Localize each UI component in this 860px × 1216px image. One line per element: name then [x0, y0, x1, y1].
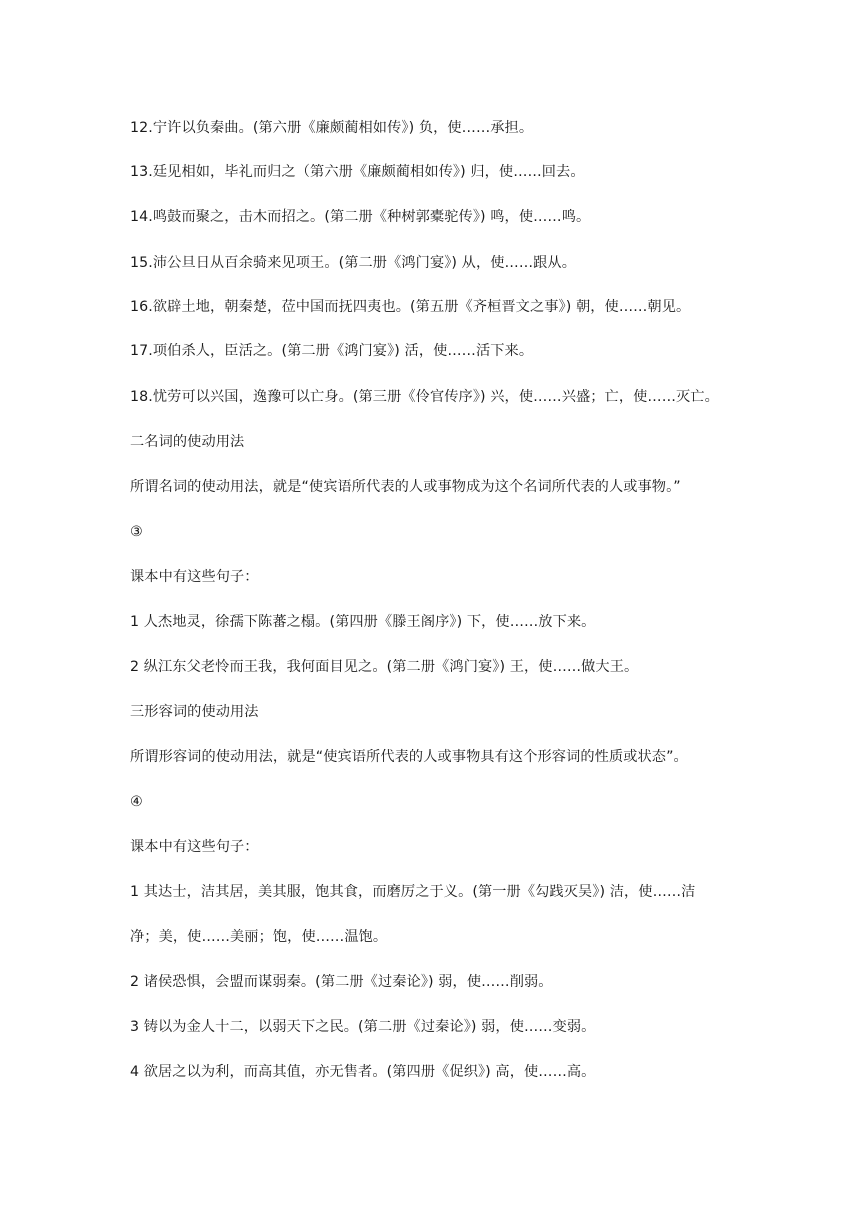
text-line: 14.鸣鼓而聚之，击木而招之。(第二册《种树郭橐驼传》) 鸣，使……鸣。: [130, 209, 591, 225]
text-line: 17.项伯杀人，臣活之。(第二册《鸿门宴》) 活，使……活下来。: [130, 343, 534, 359]
footnote-marker: ③: [130, 524, 143, 540]
text-line: 13.廷见相如，毕礼而归之（第六册《廉颇蔺相如传》) 归，使……回去。: [130, 164, 585, 180]
text-line: 18.忧劳可以兴国，逸豫可以亡身。(第三册《伶官传序》) 兴，使……兴盛；亡，使……灭亡。: [130, 389, 719, 405]
text-line: 2 诸侯恐惧，会盟而谋弱秦。(第二册《过秦论》) 弱，使……削弱。: [130, 974, 553, 990]
footnote-marker: ④: [130, 794, 143, 810]
text-line: 所谓名词的使动用法，就是“使宾语所代表的人或事物成为这个名词所代表的人或事物。”: [130, 479, 681, 495]
section-heading: 二名词的使动用法: [130, 434, 245, 450]
section-heading: 三形容词的使动用法: [130, 704, 259, 720]
text-line: 1 其达士，洁其居，美其服，饱其食，而磨厉之于义。(第一册《勾践灭吴》) 洁，使……洁: [130, 884, 696, 900]
text-line: 课本中有这些句子：: [130, 839, 259, 855]
text-line: 课本中有这些句子：: [130, 569, 259, 585]
text-line: 12.宁许以负秦曲。(第六册《廉颇蔺相如传》) 负，使……承担。: [130, 120, 534, 136]
text-line: 所谓形容词的使动用法，就是“使宾语所代表的人或事物具有这个形容词的性质或状态”。: [130, 749, 688, 765]
text-line: 16.欲辟土地，朝秦楚，莅中国而抚四夷也。(第五册《齐桓晋文之事》) 朝，使……朝见。: [130, 299, 691, 315]
text-line: 净；美，使……美丽；饱，使……温饱。: [130, 929, 388, 945]
text-line: 2 纵江东父老怜而王我，我何面目见之。(第二册《鸿门宴》) 王，使……做大王。: [130, 659, 639, 675]
text-line: 4 欲居之以为利，而高其值，亦无售者。(第四册《促织》) 高，使……高。: [130, 1064, 596, 1080]
text-line: 1 人杰地灵，徐孺下陈蕃之榻。(第四册《滕王阁序》) 下，使……放下来。: [130, 614, 596, 630]
text-line: 3 铸以为金人十二，以弱天下之民。(第二册《过秦论》) 弱，使……变弱。: [130, 1019, 596, 1035]
text-line: 15.沛公旦日从百余骑来见项王。(第二册《鸿门宴》) 从，使……跟从。: [130, 255, 576, 271]
